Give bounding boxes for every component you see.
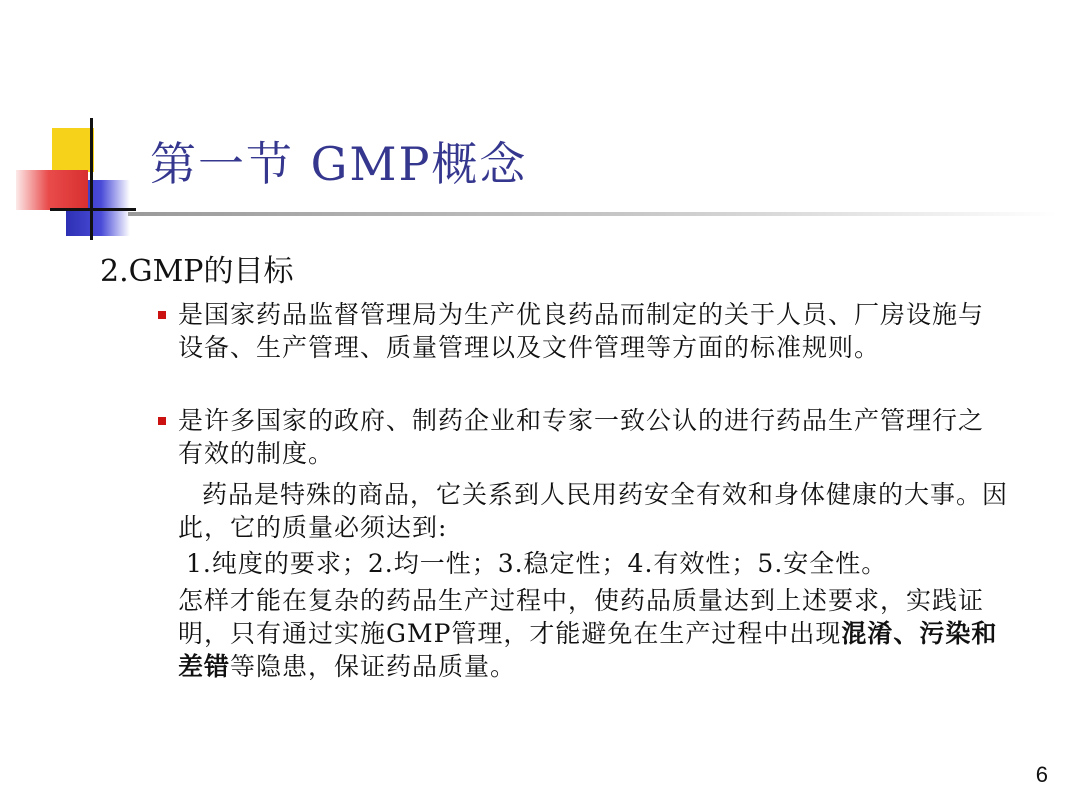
- title-decoration-logo: [0, 0, 160, 260]
- decoration-vertical-line: [90, 118, 93, 240]
- paragraph-gmp-benefit: [178, 584, 1008, 683]
- section-heading: 2.GMP的目标: [100, 254, 294, 289]
- requirements-list: 1.纯度的要求；2.均一性；3.稳定性；4.有效性；5.安全性。: [186, 549, 888, 578]
- bullet-square-icon: [158, 417, 166, 425]
- bullet-item: [158, 404, 998, 470]
- paragraph-text-part2: 等隐患，保证药品质量。: [230, 652, 517, 681]
- bullet-text: 是许多国家的政府、制药企业和专家一致公认的进行药品生产管理行之有效的制度。: [178, 406, 985, 468]
- paragraph-text-part1: 怎样才能在复杂的药品生产过程中，使药品质量达到上述要求，实践证明，只有通过实施GMP管理，才能避免在生产过程中出现: [178, 586, 985, 648]
- slide-title: 第一节 GMP概念: [150, 137, 528, 191]
- bullet-square-icon: [158, 311, 166, 319]
- decoration-yellow-square: [52, 128, 94, 172]
- bullet-text: 是国家药品监督管理局为生产优良药品而制定的关于人员、厂房设施与设备、生产管理、质量管理以及文件管理等方面的标准规则。: [178, 300, 985, 362]
- decoration-red-square: [16, 170, 88, 210]
- title-underline: [128, 212, 1058, 216]
- decoration-horizontal-line: [50, 208, 136, 211]
- paragraph-emphasis: 混淆、污染和差错: [178, 619, 998, 681]
- page-number: 6: [1035, 762, 1048, 787]
- bullet-item: [158, 298, 998, 364]
- paragraph-importance: 药品是特殊的商品，它关系到人民用药安全有效和身体健康的大事。因此，它的质量必须达到:: [178, 480, 1009, 542]
